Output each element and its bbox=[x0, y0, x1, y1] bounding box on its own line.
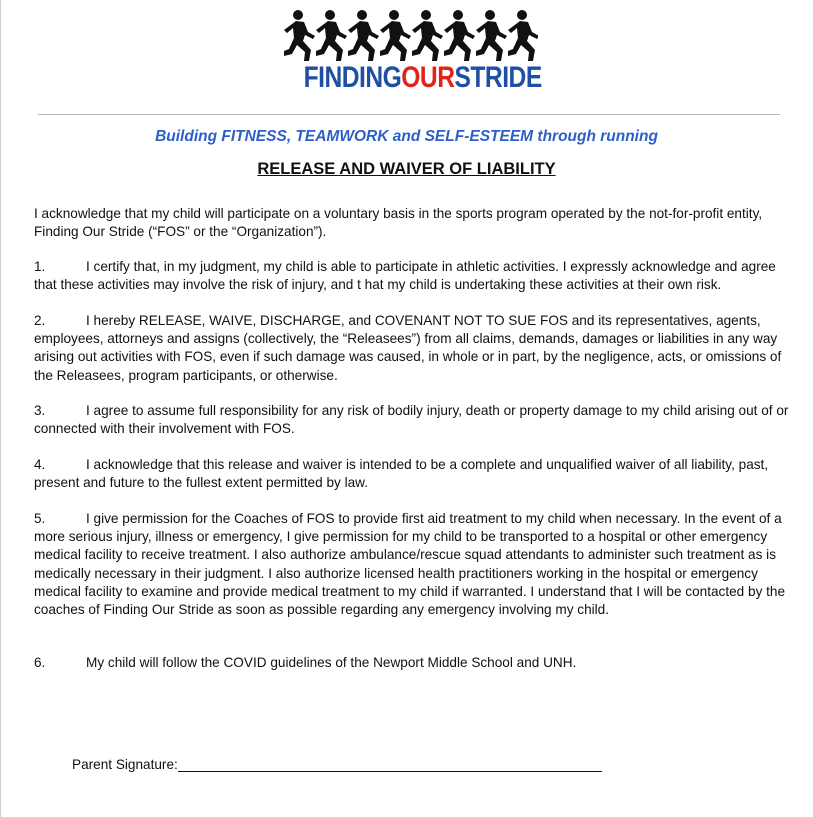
finding-our-stride-logo bbox=[280, 8, 542, 94]
clause-text: My child will follow the COVID guidelines of the Newport Middle School and UNH. bbox=[86, 655, 577, 670]
clause-text: I give permission for the Coaches of FOS to provide first aid treatment to my child when necessary. In the event of a more serious injury, illness or emergency, I give permission for my child to be transported to a hospital or other emergency medical facility to receive treatment. I also authorize ambulance/rescue squad attendants to administer such treatment as is medically necessary in their judgment. I also authorize licensed health practitioners working in the hospital or emergency medical facility to examine and provide medical treatment to my child if warranted. I understand that I will be contacted by the coaches of Finding Our Stride as soon as possible regarding any emergency involving my child. bbox=[34, 511, 786, 618]
runners-silhouette-icon bbox=[284, 8, 538, 64]
document-title: RELEASE AND WAIVER OF LIABILITY bbox=[257, 160, 556, 178]
tagline: Building FITNESS, TEAMWORK and SELF-ESTEEM through running bbox=[155, 128, 658, 145]
clause-number: 3. bbox=[34, 403, 46, 418]
clause-text: I agree to assume full responsibility for any risk of bodily injury, death or property damage to my child arising out of or connected with their involvement with FOS. bbox=[34, 403, 789, 437]
parent-signature bbox=[72, 757, 602, 772]
clause-1 bbox=[34, 258, 792, 294]
logo-word-our: OUR bbox=[401, 61, 455, 94]
clause-2 bbox=[34, 312, 792, 385]
clause-6 bbox=[34, 654, 792, 672]
clause-text: I certify that, in my judgment, my child is able to participate in athletic activities. I expressly acknowledge and agree that these activities may involve the risk of injury, and t hat my child is undertaking these activities at their own risk. bbox=[34, 259, 776, 293]
clause-3 bbox=[34, 402, 792, 438]
clause-number: 1. bbox=[34, 259, 46, 274]
clause-5 bbox=[34, 510, 792, 619]
logo-wordmark bbox=[303, 61, 542, 94]
header-divider bbox=[38, 114, 780, 115]
signature-label: Parent Signature: bbox=[72, 757, 178, 772]
clause-number: 6. bbox=[34, 655, 46, 670]
signature-line[interactable] bbox=[178, 757, 602, 772]
clause-number: 2. bbox=[34, 313, 46, 328]
logo-word-stride: STRIDE bbox=[454, 61, 542, 94]
intro-paragraph: I acknowledge that my child will participate on a voluntary basis in the sports program operated by the not-for-profit entity, Finding Our Stride (“FOS” or the “Organization”). bbox=[34, 206, 763, 240]
page-edge bbox=[0, 0, 1, 817]
clause-text: I acknowledge that this release and waiver is intended to be a complete and unqualified waiver of all liability, past, present and future to the fullest extent permitted by law. bbox=[34, 457, 769, 491]
clause-number: 5. bbox=[34, 511, 46, 526]
logo-word-finding: FINDING bbox=[303, 61, 402, 94]
clause-number: 4. bbox=[34, 457, 46, 472]
clause-text: I hereby RELEASE, WAIVE, DISCHARGE, and COVENANT NOT TO SUE FOS and its representatives, agents, employees, attorneys and assigns (collectively, the “Releasees”) from all claims, demands, damages or liabilities in any way arising out activities with FOS, even if such damage was caused, in whole or in part, by the negligence, acts, or omissions of the Releasees, program participants, or otherwise. bbox=[34, 313, 782, 383]
clause-4 bbox=[34, 456, 792, 492]
